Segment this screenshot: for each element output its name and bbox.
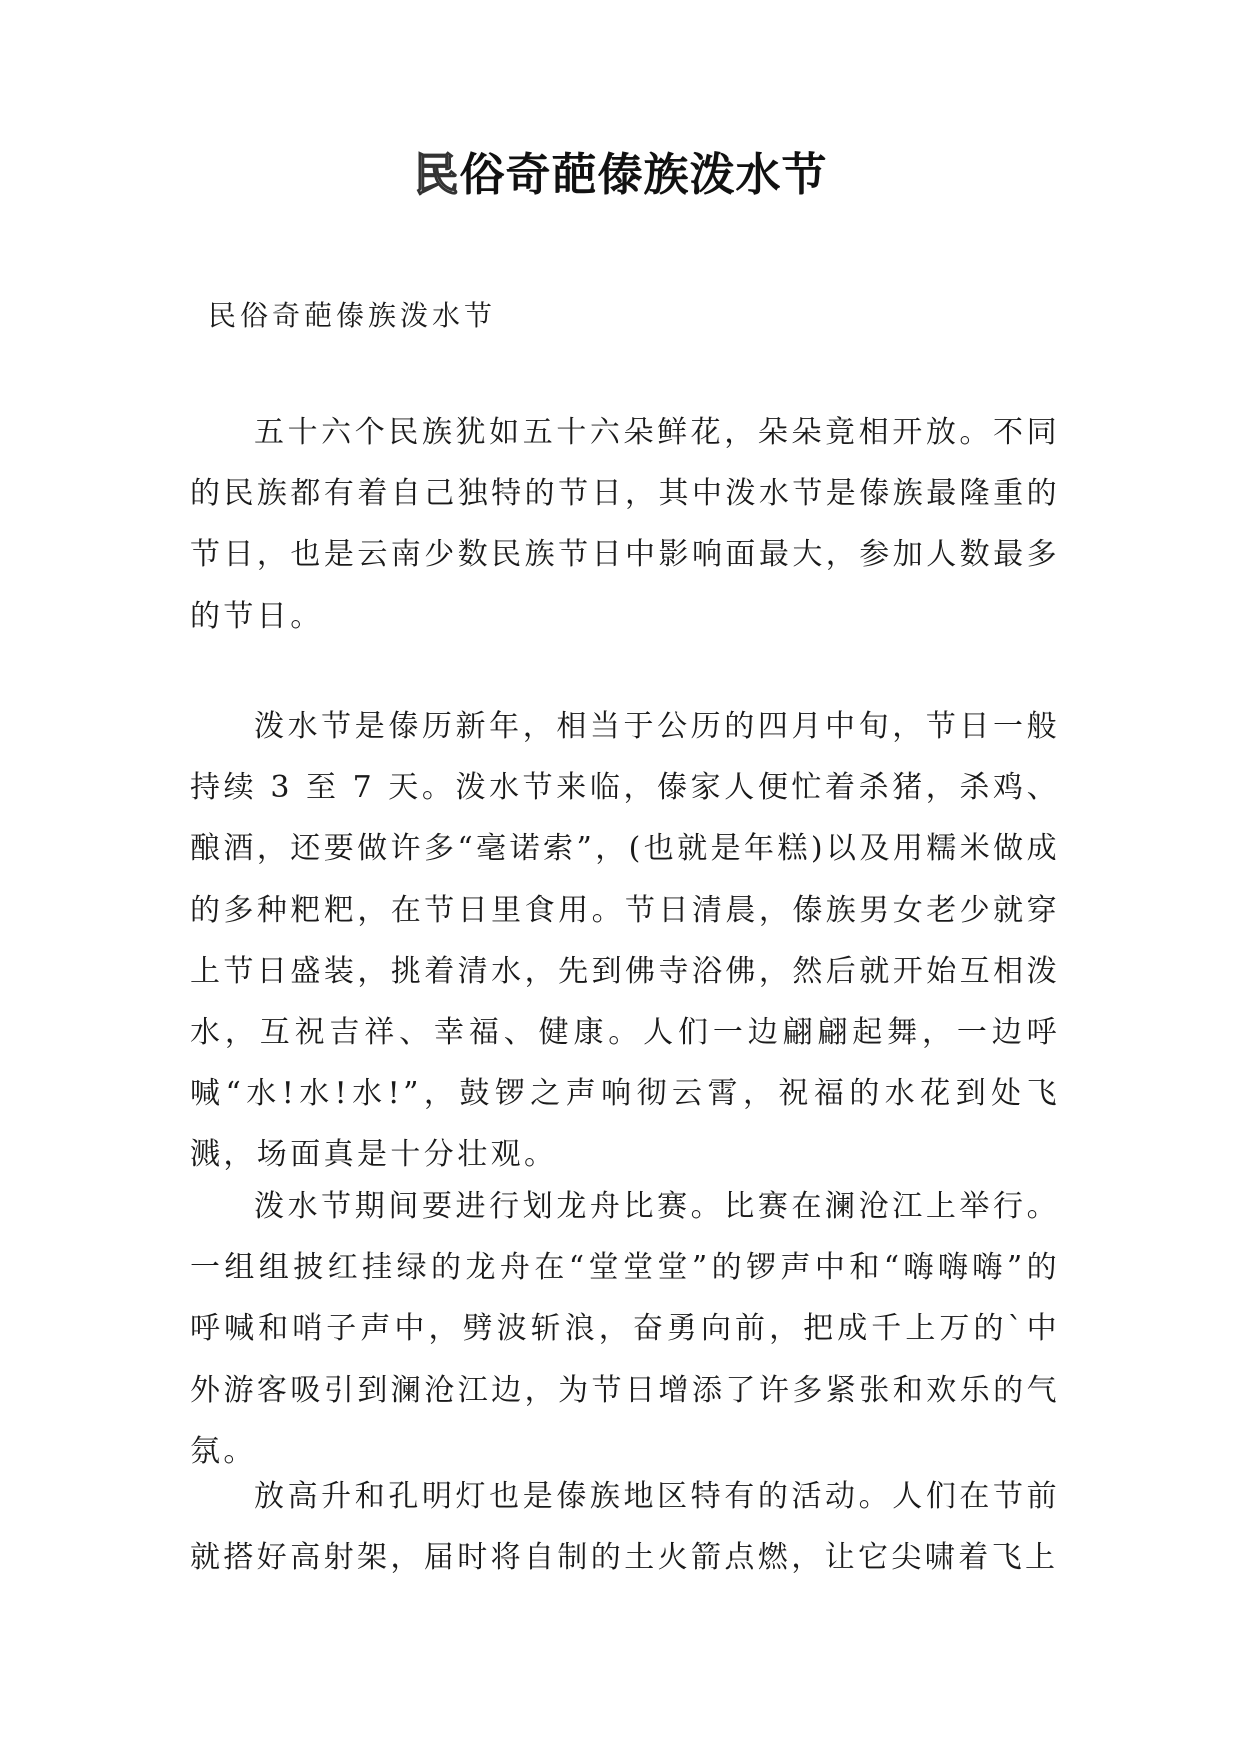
paragraph-dragon-boat: 泼水节期间要进行划龙舟比赛。比赛在澜沧江上举行。一组组披红挂绿的龙舟在“堂堂堂”的锣声中和“嗨嗨嗨”的呼喊和哨子声中，劈波斩浪，奋勇向前，把成千上万的`中外游客吸引到澜沧江边，为节日增添了许多紧张和欢乐的气氛。 <box>190 1189 1060 1469</box>
document-title <box>0 148 1241 202</box>
document-subtitle: 民俗奇葩傣族泼水节 <box>208 299 497 332</box>
title-first-character: 民 <box>413 148 460 201</box>
title-text: 俗奇葩傣族泼水节 <box>459 148 828 201</box>
paragraph-rockets-lanterns: 放高升和孔明灯也是傣族地区特有的活动。人们在节前就搭好高射架，届时将自制的土火箭点燃，让它尖啸着飞上 <box>190 1479 1060 1576</box>
paragraph-new-year: 泼水节是傣历新年，相当于公历的四月中旬，节日一般持续 3 至 7 天。泼水节来临，傣家人便忙着杀猪，杀鸡、酿酒，还要做许多“毫诺索”，(也就是年糕)以及用糯米做成的多种粑粑，在节日里食用。节日清晨，傣族男女老少就穿上节日盛装，挑着清水，先到佛寺浴佛，然后就开始互相泼水，互祝吉祥、幸福、健康。人们一边翩翩起舞，一边呼喊“水!水!水!”，鼓锣之声响彻云霄，祝福的水花到处飞溅，场面真是十分壮观。 <box>190 709 1060 1173</box>
paragraph-intro: 五十六个民族犹如五十六朵鲜花，朵朵竟相开放。不同的民族都有着自己独特的节日，其中泼水节是傣族最隆重的节日，也是云南少数民族节日中影响面最大，参加人数最多的节日。 <box>190 415 1060 634</box>
